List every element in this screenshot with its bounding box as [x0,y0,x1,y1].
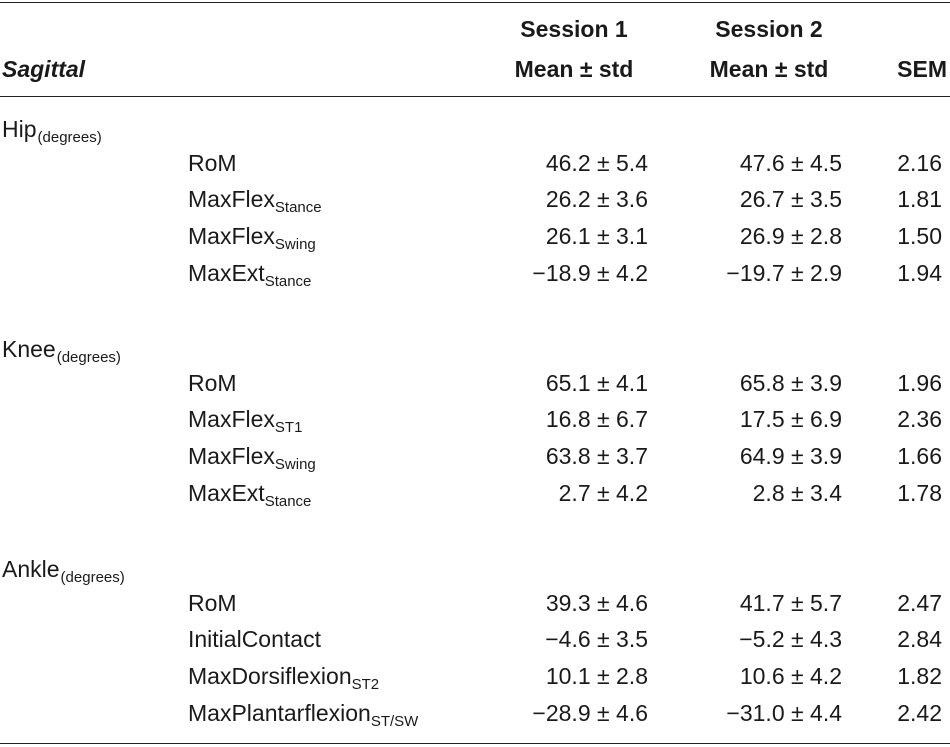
row-label: MaxFlex$_{Swing}$ [188,223,316,253]
header-session-2 [689,16,849,82]
table-row [0,588,950,618]
table-row [0,368,950,398]
session-2-value: 26.9 ± 2.8 [739,223,842,249]
session-2-value: 47.6 ± 4.5 [739,150,842,176]
header-sem: SEM [897,56,947,82]
session-2-value: −31.0 ± 4.4 [726,700,842,726]
header-session-1-title: Session 1 [520,16,628,42]
row-label: RoM [188,370,237,396]
sem-value: 1.82 [897,663,942,689]
sem-value: 1.78 [897,480,942,506]
table-row [0,698,950,728]
sem-value: 2.84 [897,626,942,652]
table-row [0,624,950,654]
section-unit: (degrees) [60,569,125,586]
session-1-value: 39.3 ± 4.6 [545,590,648,616]
row-label: InitialContact [188,626,321,652]
sem-value: 2.47 [897,590,942,616]
session-1-value: 16.8 ± 6.7 [545,406,648,432]
session-2-value: 41.7 ± 5.7 [739,590,842,616]
table-row [0,404,950,434]
session-1-value: 63.8 ± 3.7 [545,443,648,469]
session-1-value: 46.2 ± 5.4 [545,150,648,176]
table-top-rule [0,2,950,3]
row-label: MaxFlex$_{ST1}$ [188,406,303,436]
session-2-value: −19.7 ± 2.9 [726,260,842,286]
session-1-value: 10.1 ± 2.8 [545,663,648,689]
row-label: MaxExt$_{Stance}$ [188,260,312,290]
table-row [0,441,950,471]
section-name: Hip [2,116,37,142]
session-1-value: −28.9 ± 4.6 [532,700,648,726]
row-label: MaxDorsiflexion$_{ST2}$ [188,663,380,693]
session-2-value: 2.8 ± 3.4 [752,480,842,506]
session-1-value: 26.1 ± 3.1 [545,223,648,249]
sem-value: 1.96 [897,370,942,396]
row-label: MaxPlantarflexion$_{ST/SW}$ [188,700,419,730]
session-2-value: 17.5 ± 6.9 [739,406,842,432]
section-heading-ankle [2,556,125,591]
table-bottom-rule [0,743,950,744]
sem-value: 1.94 [897,260,942,286]
sem-value: 1.50 [897,223,942,249]
row-label: MaxFlex$_{Swing}$ [188,443,316,473]
section-heading-hip [2,116,102,151]
session-2-value: 65.8 ± 3.9 [739,370,842,396]
session-2-value: 26.7 ± 3.5 [739,186,842,212]
header-sagittal: Sagittal [2,56,86,82]
session-1-value: −18.9 ± 4.2 [532,260,648,286]
section-name: Ankle [2,556,60,582]
table-row [0,184,950,214]
header-session-1-stat: Mean ± std [514,56,634,82]
session-1-value: 65.1 ± 4.1 [545,370,648,396]
row-label: RoM [188,590,237,616]
section-name: Knee [2,336,56,362]
table-row [0,221,950,251]
sem-value: 1.66 [897,443,942,469]
row-label: RoM [188,150,237,176]
section-unit: (degrees) [56,349,121,366]
session-2-value: 64.9 ± 3.9 [739,443,842,469]
session-1-value: 26.2 ± 3.6 [545,186,648,212]
header-session-1 [494,16,654,82]
table-row [0,148,950,178]
session-2-value: 10.6 ± 4.2 [739,663,842,689]
table-row [0,661,950,691]
sem-value: 2.16 [897,150,942,176]
table-row [0,478,950,508]
sem-value: 2.36 [897,406,942,432]
table-row [0,258,950,288]
row-label: MaxFlex$_{Stance}$ [188,186,322,216]
header-rule [0,96,950,97]
session-2-value: −5.2 ± 4.3 [739,626,842,652]
section-unit: (degrees) [37,129,102,146]
header-session-2-stat: Mean ± std [709,56,829,82]
sem-value: 1.81 [897,186,942,212]
session-1-value: −4.6 ± 3.5 [545,626,648,652]
session-1-value: 2.7 ± 4.2 [558,480,648,506]
header-session-2-title: Session 2 [715,16,823,42]
sem-value: 2.42 [897,700,942,726]
section-heading-knee [2,336,121,371]
row-label: MaxExt$_{Stance}$ [188,480,312,510]
